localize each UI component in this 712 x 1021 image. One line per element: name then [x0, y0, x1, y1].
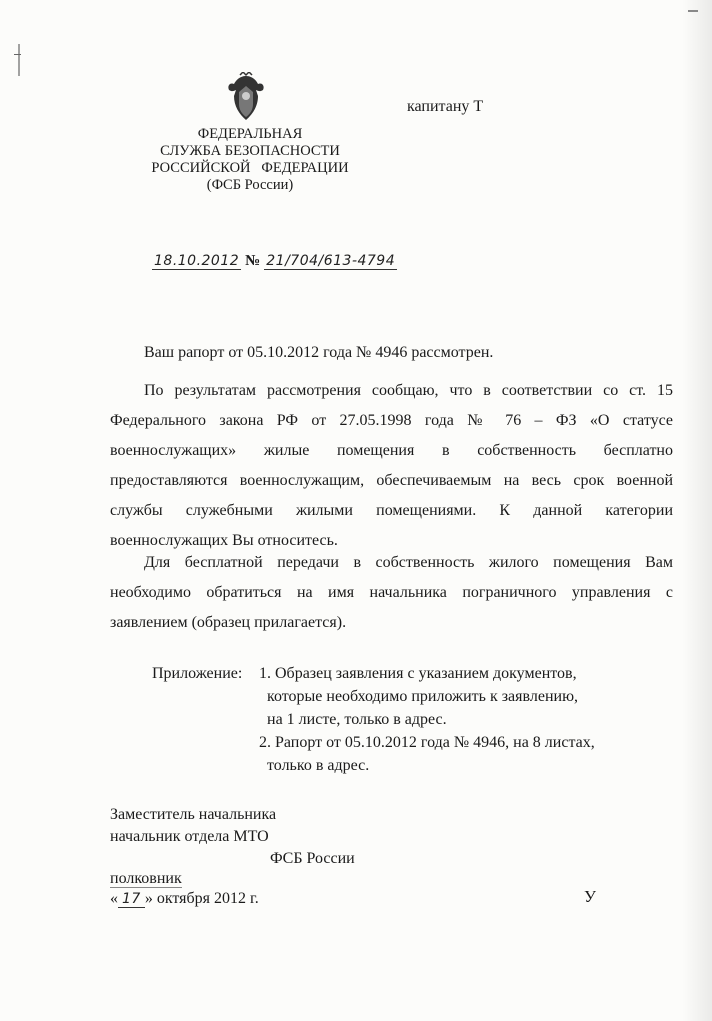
attachment-item-number: 2. — [259, 734, 271, 751]
rank-text: полковник — [110, 870, 182, 887]
attachment-label: Приложение: — [152, 665, 243, 682]
scan-edge-shadow — [682, 0, 712, 1021]
text-line: Для бесплатной передачи в собственность жилого помещения Вам — [144, 554, 673, 571]
date-open: « — [110, 890, 118, 907]
text-line: предоставляются военнослужащим, обеспечиваемым на весь срок военной — [110, 472, 673, 489]
paragraph-results — [110, 376, 673, 556]
agency-line: РОССИЙСКОЙ ФЕДЕРАЦИИ — [151, 160, 349, 176]
reg-no-sign: № — [245, 253, 261, 269]
paragraph-instructions — [110, 548, 673, 638]
text-line: службы служебными жилыми помещениями. К данной категории — [110, 502, 673, 519]
date-rest: » октября 2012 г. — [144, 890, 259, 907]
attachment-item-text: которые необходимо приложить к заявлению, — [267, 688, 579, 705]
signatory-department: начальник отдела МТО — [110, 828, 269, 845]
signatory-initial: У — [584, 887, 597, 906]
attachment-item-number: 1. — [259, 665, 271, 682]
fsb-emblem-icon — [226, 72, 266, 124]
signatory-rank — [110, 870, 182, 888]
addressee: капитану Т — [407, 98, 484, 115]
text-line: необходимо обратиться на имя начальника пограничного управления с — [110, 584, 673, 601]
date-day: 17 — [118, 891, 145, 908]
text-line: Федерального закона РФ от 27.05.1998 года № 76 – ФЗ «О статусе — [110, 412, 673, 429]
attachment-item-text: только в адрес. — [267, 757, 370, 774]
text-line: военнослужащих Вы относитесь. — [110, 532, 338, 549]
attachment-item-text: Образец заявления с указанием документов, — [275, 665, 577, 682]
margin-mark — [688, 10, 698, 12]
registration-line — [152, 253, 397, 270]
signatory-title: Заместитель начальника — [110, 806, 277, 823]
paragraph-report-reviewed: Ваш рапорт от 05.10.2012 года № 4946 рассмотрен. — [144, 344, 494, 361]
text-line: По результатам рассмотрения сообщаю, что в соответствии со ст. 15 — [144, 382, 673, 399]
signature-date — [110, 890, 259, 908]
reg-date: 18.10.2012 — [154, 253, 240, 269]
margin-mark — [18, 44, 20, 76]
reg-number: 21/704/613-4794 — [266, 253, 396, 269]
attachment-item-text: на 1 листе, только в адрес. — [267, 711, 447, 728]
agency-line: ФЕДЕРАЛЬНАЯ — [197, 126, 303, 142]
text-line: военнослужащих» жилые помещения в собственность бесплатно — [110, 442, 673, 459]
margin-mark — [14, 54, 21, 55]
text-line: заявлением (образец прилагается). — [110, 614, 347, 631]
agency-line: СЛУЖБА БЕЗОПАСНОСТИ — [160, 143, 340, 159]
signatory-agency: ФСБ России — [270, 850, 355, 867]
attachment-item-text: Рапорт от 05.10.2012 года № 4946, на 8 листах, — [275, 734, 595, 751]
agency-line: (ФСБ России) — [206, 177, 294, 193]
attachment-list — [152, 662, 595, 777]
agency-name-block — [130, 126, 370, 194]
